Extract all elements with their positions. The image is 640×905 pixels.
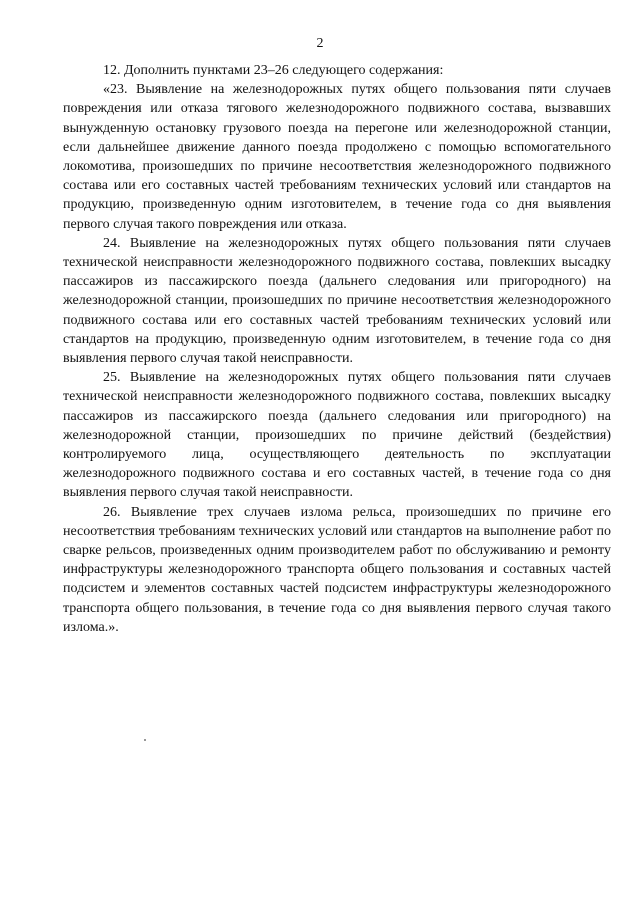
page-number: 2: [316, 36, 324, 51]
paragraph-25: 25. Выявление на железнодорожных путях общего пользования пяти случаев технической неисправности железнодорожного подвижного состава, повлекших высадку пассажиров из пассажирского поезда (дальнего следования или пригородного) на железнодорожной станции, произошедших по причине действий (бездействия) контролируемого лица, осуществляющего деятельность по эксплуатации железнодорожного подвижного состава и его составных частей, в течение года со дня выявления первого случая такой неисправности.: [63, 370, 611, 501]
paragraph-23: «23. Выявление на железнодорожных путях общего пользования пяти случаев повреждения или отказа тягового железнодорожного подвижного состава, вызвавших вынужденную остановку грузового поезда на перегоне или железнодорожной станции, если дальнейшее движение данного поезда продолжено с помощью вспомогательного локомотива, произошедших по причине несоответствия железнодорожного подвижного состава или его составных частей требованиям технических условий или стандартов на продукцию, произведенную одним изготовителем, в течение года со дня выявления первого случая такого повреждения или отказа.: [63, 82, 611, 232]
scan-speck: [144, 739, 146, 741]
paragraph-26: 26. Выявление трех случаев излома рельса, произошедших по причине его несоответствия требованиям технических условий или стандартов на выполнение работ по сварке рельсов, произведенных одним производителем работ по обслуживанию и ремонту инфраструктуры железнодорожного транспорта общего пользования и составных частей подсистем и элементов составных частей подсистем инфраструктуры железнодорожного транспорта общего пользования, в течение года со дня выявления первого случая такого излома.».: [63, 504, 611, 635]
document-body: [63, 61, 611, 637]
paragraph-24: 24. Выявление на железнодорожных путях общего пользования пяти случаев технической неисправности железнодорожного подвижного состава, повлекших высадку пассажиров из пассажирского поезда (дальнего следования или пригородного) на железнодорожной станции, произошедших по причине несоответствия железнодорожного подвижного состава или его составных частей требованиям технических условий или стандартов на продукцию, произведенную одним изготовителем, в течение года со дня выявления первого случая такой неисправности.: [63, 235, 611, 367]
paragraph-12-intro: 12. Дополнить пунктами 23–26 следующего содержания:: [103, 63, 444, 78]
